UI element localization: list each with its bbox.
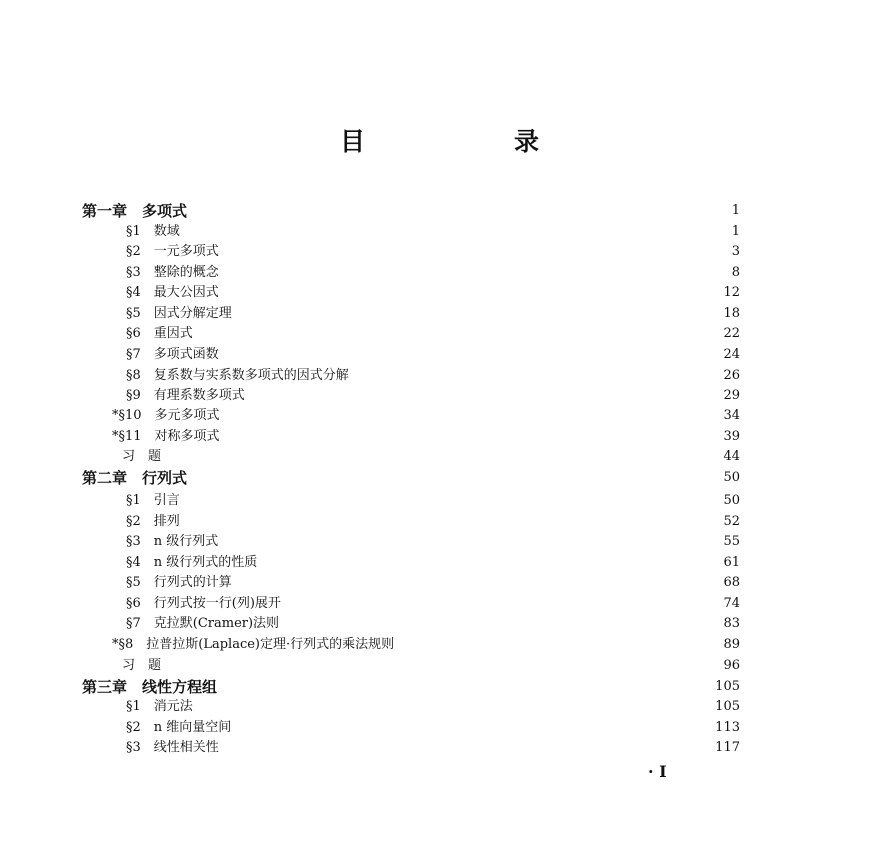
toc-entry-title: §3 n 级行列式 (126, 534, 219, 549)
toc-section-entry (0, 491, 870, 511)
toc-section-entry (0, 406, 870, 426)
toc-entry-title: *§10 多元多项式 (112, 408, 220, 423)
toc-section-entry (0, 512, 870, 532)
toc-entry-title: *§11 对称多项式 (112, 429, 220, 444)
toc-section-entry (0, 222, 870, 242)
toc-entry-title: §4 最大公因式 (126, 285, 219, 300)
toc-section-entry (0, 366, 870, 386)
toc-entry-page: 1 (731, 224, 740, 239)
toc-section-entry (0, 386, 870, 406)
toc-section-entry (0, 594, 870, 614)
toc-section-entry (0, 304, 870, 324)
toc-entry-title: §2 一元多项式 (126, 244, 219, 259)
toc-entry-page: 3 (731, 244, 740, 259)
toc-entry-title: §3 线性相关性 (126, 740, 219, 755)
toc-exercise-entry (0, 447, 870, 467)
toc-entry-title: §6 行列式按一行(列)展开 (126, 596, 281, 611)
toc-entry-page: 22 (723, 326, 740, 341)
toc-section-entry (0, 532, 870, 552)
toc-entry-page: 96 (723, 658, 740, 673)
page-number: · I (648, 762, 667, 781)
toc-entry-title: 习 题 (122, 658, 162, 673)
toc-entry-page: 89 (723, 637, 740, 652)
toc-entry-page: 117 (715, 740, 740, 755)
toc-entry-page: 44 (723, 449, 740, 464)
toc-section-entry (0, 635, 870, 655)
toc-entry-title: §7 克拉默(Cramer)法则 (126, 616, 280, 631)
toc-section-entry (0, 427, 870, 447)
toc-entry-page: 12 (723, 285, 740, 300)
toc-section-entry (0, 324, 870, 344)
toc-exercise-entry (0, 656, 870, 676)
toc-entry-page: 1 (731, 203, 740, 218)
toc-entry-title: §2 排列 (126, 514, 180, 529)
toc-section-entry (0, 263, 870, 283)
page-title: 目 录 (340, 127, 602, 156)
toc-entry-page: 74 (723, 596, 740, 611)
toc-section-entry (0, 614, 870, 634)
toc-entry-title: §1 数域 (126, 224, 180, 239)
toc-entry-page: 68 (723, 575, 740, 590)
toc-section-entry (0, 283, 870, 303)
toc-entry-page: 24 (723, 347, 740, 362)
toc-entry-page: 50 (723, 470, 740, 485)
toc-chapter-entry (0, 201, 870, 221)
toc-entry-title: §2 n 维向量空间 (126, 720, 232, 735)
toc-entry-page: 50 (723, 493, 740, 508)
toc-entry-title: §7 多项式函数 (126, 347, 219, 362)
toc-entry-page: 26 (723, 368, 740, 383)
toc-section-entry (0, 345, 870, 365)
toc-entry-page: 113 (715, 720, 740, 735)
toc-entry-title: §9 有理系数多项式 (126, 388, 245, 403)
toc-entry-page: 8 (731, 265, 740, 280)
toc-entry-page: 61 (723, 555, 740, 570)
toc-entry-title: §8 复系数与实系数多项式的因式分解 (126, 368, 349, 383)
toc-entry-title: §4 n 级行列式的性质 (126, 555, 258, 570)
toc-entry-page: 105 (715, 699, 740, 714)
toc-chapter-entry (0, 468, 870, 488)
toc-section-entry (0, 718, 870, 738)
toc-entry-title: §3 整除的概念 (126, 265, 219, 280)
toc-entry-page: 83 (723, 616, 740, 631)
toc-section-entry (0, 573, 870, 593)
toc-entry-title: 第三章 线性方程组 (82, 678, 218, 696)
toc-entry-title: §1 消元法 (126, 699, 193, 714)
toc-entry-title: 习 题 (122, 449, 162, 464)
toc-entry-title: 第一章 多项式 (82, 202, 188, 220)
toc-section-entry (0, 242, 870, 262)
toc-entry-page: 39 (723, 429, 740, 444)
toc-entry-page: 34 (723, 408, 740, 423)
toc-entry-title: 第二章 行列式 (82, 469, 188, 487)
toc-section-entry (0, 738, 870, 758)
toc-entry-page: 52 (723, 514, 740, 529)
toc-entry-title: §6 重因式 (126, 326, 193, 341)
toc-entry-page: 29 (723, 388, 740, 403)
toc-entry-title: §5 行列式的计算 (126, 575, 232, 590)
toc-entry-page: 18 (723, 306, 740, 321)
toc-entry-title: §5 因式分解定理 (126, 306, 232, 321)
toc-chapter-entry (0, 677, 870, 697)
toc-entry-title: *§8 拉普拉斯(Laplace)定理·行列式的乘法规则 (112, 637, 395, 652)
toc-section-entry (0, 553, 870, 573)
toc-section-entry (0, 697, 870, 717)
toc-entry-title: §1 引言 (126, 493, 180, 508)
toc-entry-page: 105 (715, 679, 740, 694)
toc-entry-page: 55 (723, 534, 740, 549)
